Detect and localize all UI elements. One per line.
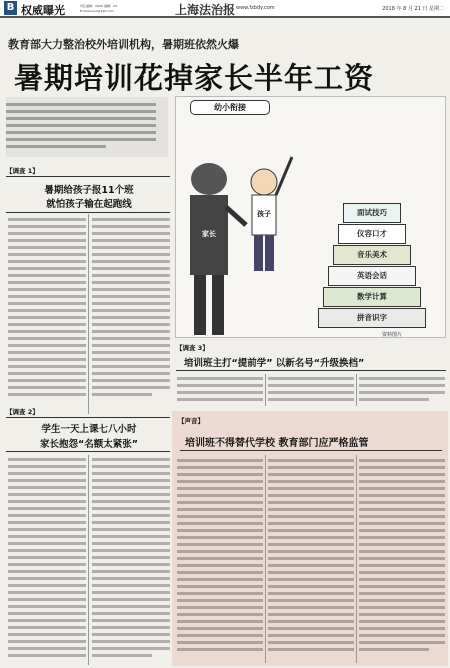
parent-label: 家长 [202,230,216,238]
book-english: 英语会话 [328,266,416,286]
section-name: 权威曝光 [21,4,65,17]
book-music-art: 音乐美术 [333,245,411,265]
story1-headline-2: 就怕孩子输在起跑线 [46,199,132,210]
child-label: 孩子 [257,210,271,218]
editor-line: 责任编辑：XXXX 编辑：XX [80,4,118,8]
story4-headline: 培训班不得替代学校 教育部门应严格监管 [185,438,369,449]
email-line: E-mail:xxxx@126.com [80,9,114,13]
paper-url: www.fzbdy.com [236,5,275,11]
photo-credit: 资料图片 [382,332,403,338]
story2-headline-1: 学生一天上课七八小时 [41,424,137,435]
book-pinyin: 拼音识字 [318,308,426,328]
story2-headline-2: 家长抱怨“名额太紧张” [40,439,138,450]
issue-date: 2018 年 8 月 21 日 星期二 [382,6,444,12]
story1-headline-1: 暑期给孩子报11个班 [44,185,134,196]
main-headline: 暑期培训花掉家长半年工资 [14,61,375,95]
story4-tag: 【声音】 [178,417,204,425]
paper-logo: 上海法治报 [175,3,236,17]
lede-box [6,97,168,157]
page-header [0,0,450,18]
story2-tag: 【调查 2】 [6,408,39,416]
book-interview-skills: 面试技巧 [343,203,401,223]
kicker-headline: 教育部大力整治校外培训机构，暑期班依然火爆 [8,38,239,51]
section-logo: B [4,1,17,15]
book-math: 数学计算 [323,287,421,307]
story3-tag: 【调查 3】 [176,344,209,352]
story1-tag: 【调查 1】 [6,167,39,175]
story3-headline: 培训班主打“提前学” 以新名号“升级换档” [184,358,365,369]
banner-sign: 幼小衔接 [190,100,270,115]
book-eloquence: 仪容口才 [338,224,406,244]
